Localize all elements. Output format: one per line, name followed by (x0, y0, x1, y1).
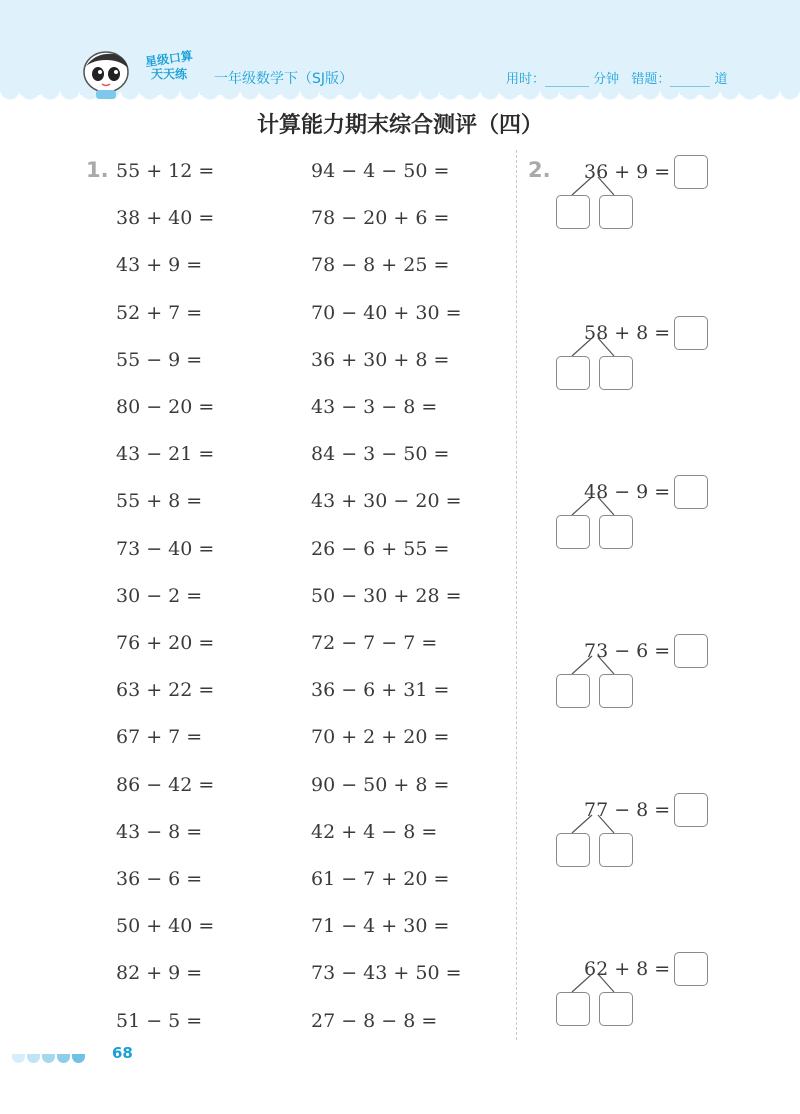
split-box-right[interactable] (599, 356, 633, 390)
problem-col1-7: 43 − 21 = (116, 443, 215, 466)
mascot-icon (80, 48, 132, 100)
decomposition-problem (556, 793, 726, 873)
page-title: 计算能力期末综合测评（四） (256, 113, 543, 138)
problem-col2-7: 84 − 3 − 50 = (311, 443, 450, 466)
question-unit: 道 (714, 72, 728, 87)
badge-line1: 星级口算 (144, 48, 194, 70)
answer-box[interactable] (674, 316, 708, 350)
problem-col1-9: 73 − 40 = (116, 537, 215, 560)
decomposition-problem (556, 316, 726, 396)
problem-col2-2: 78 − 20 + 6 = (311, 207, 450, 230)
footer-dots (12, 1048, 87, 1067)
answer-box[interactable] (674, 155, 708, 189)
problem-col2-13: 70 + 2 + 20 = (311, 726, 450, 749)
split-box-right[interactable] (599, 992, 633, 1026)
problem-col1-17: 50 + 40 = (116, 915, 215, 938)
decomposition-equation: 36 + 9 = (584, 161, 671, 183)
problem-col2-11: 72 − 7 − 7 = (311, 632, 438, 654)
decomposition-equation: 73 − 6 = (584, 640, 671, 662)
time-label: 用时： (506, 72, 546, 87)
problem-col2-4: 70 − 40 + 30 = (311, 301, 462, 324)
problem-col2-1: 94 − 4 − 50 = (311, 160, 450, 182)
problem-col2-3: 78 − 8 + 25 = (311, 254, 450, 277)
problem-col2-17: 71 − 4 + 30 = (311, 915, 450, 938)
decor-dot (57, 1054, 70, 1063)
series-badge (134, 48, 204, 96)
answer-box[interactable] (674, 952, 708, 986)
split-box-left[interactable] (556, 195, 590, 229)
section-divider (516, 150, 517, 1040)
split-box-right[interactable] (599, 195, 633, 229)
decomposition-problem (556, 952, 726, 1032)
split-box-left[interactable] (556, 833, 590, 867)
split-box-left[interactable] (556, 992, 590, 1026)
decor-dot (27, 1054, 40, 1063)
problem-col2-12: 36 − 6 + 31 = (311, 679, 450, 702)
book-title: 一年级数学下（SJ版） (214, 71, 354, 87)
error-label: 错题： (631, 72, 671, 87)
problem-col1-12: 63 + 22 = (116, 679, 215, 702)
problem-col2-8: 43 + 30 − 20 = (311, 490, 462, 513)
problem-col1-2: 38 + 40 = (116, 207, 215, 230)
answer-box[interactable] (674, 634, 708, 668)
answer-box[interactable] (674, 793, 708, 827)
problem-col1-18: 82 + 9 = (116, 962, 203, 985)
decomposition-equation: 77 − 8 = (584, 799, 671, 821)
error-blank[interactable] (670, 86, 710, 87)
problem-col1-3: 43 + 9 = (116, 254, 203, 277)
problem-col1-10: 30 − 2 = (116, 584, 203, 607)
problem-col2-15: 42 + 4 − 8 = (311, 820, 438, 843)
problem-col2-10: 50 − 30 + 28 = (311, 584, 462, 607)
minute-label: 分钟 (593, 72, 620, 87)
decomposition-equation: 58 + 8 = (584, 322, 671, 344)
problem-col2-18: 73 − 43 + 50 = (311, 962, 462, 985)
decomposition-problem (556, 475, 726, 555)
split-box-right[interactable] (599, 674, 633, 708)
decor-dot (42, 1054, 55, 1063)
problem-col2-6: 43 − 3 − 8 = (311, 396, 438, 418)
page-number: 68 (112, 1044, 133, 1062)
decomposition-equation: 62 + 8 = (584, 958, 671, 980)
decomposition-equation: 48 − 9 = (584, 481, 671, 503)
problem-col1-13: 67 + 7 = (116, 726, 203, 749)
section2-number: 2. (528, 158, 551, 182)
badge-line2: 天天练 (150, 67, 187, 81)
split-box-left[interactable] (556, 674, 590, 708)
problem-col2-19: 27 − 8 − 8 = (311, 1009, 438, 1032)
problem-col1-1: 55 + 12 = (116, 160, 215, 182)
problem-col2-9: 26 − 6 + 55 = (311, 537, 450, 560)
problem-col1-6: 80 − 20 = (116, 396, 215, 418)
answer-box[interactable] (674, 475, 708, 509)
split-box-right[interactable] (599, 515, 633, 549)
problem-col1-8: 55 + 8 = (116, 490, 203, 513)
problem-col1-5: 55 − 9 = (116, 348, 203, 371)
decomposition-problem (556, 634, 726, 714)
split-box-left[interactable] (556, 515, 590, 549)
problem-col1-16: 36 − 6 = (116, 868, 203, 890)
problem-col1-15: 43 − 8 = (116, 820, 203, 843)
decor-dot (12, 1054, 25, 1063)
problem-col1-4: 52 + 7 = (116, 301, 203, 324)
problem-col2-5: 36 + 30 + 8 = (311, 348, 450, 371)
decomposition-problem (556, 155, 726, 235)
time-record-line (506, 68, 727, 87)
time-blank[interactable] (545, 86, 589, 87)
section1-number: 1. (86, 158, 109, 182)
problem-col1-14: 86 − 42 = (116, 773, 215, 796)
split-box-right[interactable] (599, 833, 633, 867)
problem-col2-16: 61 − 7 + 20 = (311, 868, 450, 890)
problem-col1-19: 51 − 5 = (116, 1009, 203, 1032)
split-box-left[interactable] (556, 356, 590, 390)
problem-col2-14: 90 − 50 + 8 = (311, 773, 450, 796)
problem-col1-11: 76 + 20 = (116, 632, 215, 654)
decor-dot (72, 1054, 85, 1063)
